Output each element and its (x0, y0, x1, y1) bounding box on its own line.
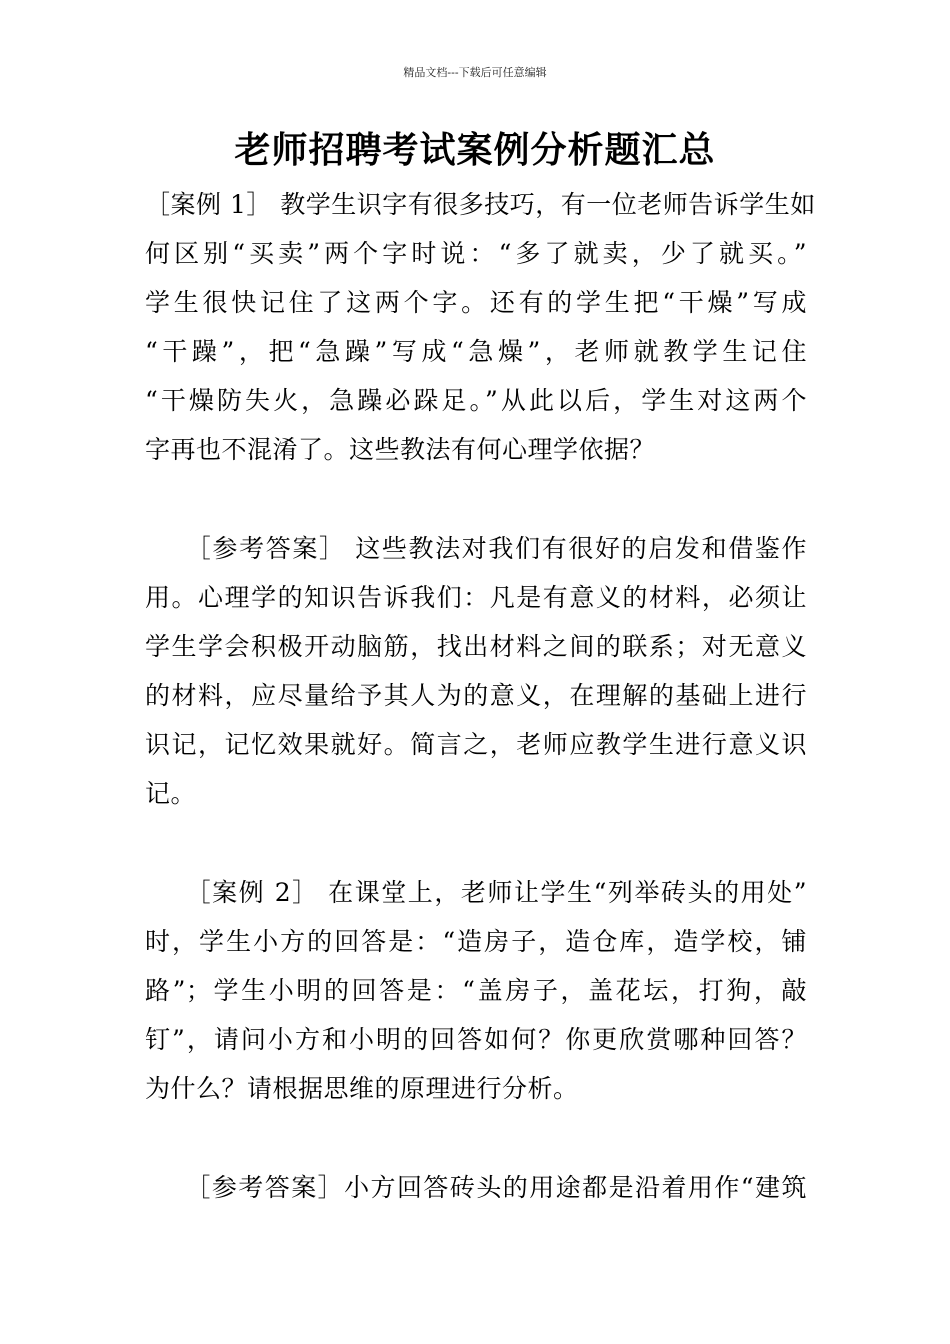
case-1-paragraph (145, 180, 816, 474)
document-body (145, 180, 816, 1212)
page-title: 老师招聘考试案例分析题汇总 (234, 130, 716, 171)
answer-2-paragraph (145, 1163, 807, 1212)
answer-1-paragraph (145, 524, 807, 818)
paragraph-line: 的材料，应尽量给予其人为的意义，在理解的基础上进行 (145, 681, 807, 710)
paragraph-line: 时，学生小方的回答是：“造房子，造仓库，造学校，铺 (145, 927, 807, 956)
paragraph-line: ［参考答案］ 这些教法对我们有很好的启发和借鉴作 (145, 534, 807, 563)
paragraph-line: 路”；学生小明的回答是：“盖房子，盖花坛，打狗，敲 (145, 976, 807, 1005)
paragraph-line: 为什么？请根据思维的原理进行分析。 (145, 1074, 579, 1103)
paragraph-line: “干燥防失火，急躁必跺足。”从此以后，学生对这两个 (145, 386, 807, 415)
paragraph-line: 学生学会积极开动脑筋，找出材料之间的联系；对无意义 (145, 632, 807, 661)
paragraph-line: 用。心理学的知识告诉我们：凡是有意义的材料，必须让 (145, 583, 807, 612)
paragraph-line: 学生很快记住了这两个字。还有的学生把“干燥”写成 (145, 288, 807, 317)
paragraph-line: ［参考答案］小方回答砖头的用途都是沿着用作“建筑 (145, 1173, 807, 1202)
paragraph-spacer (145, 1113, 807, 1163)
paragraph-line: “干躁”，把“急躁”写成“急燥”，老师就教学生记住 (145, 337, 807, 366)
paragraph-line: 识记，记忆效果就好。简言之，老师应教学生进行意义识 (145, 730, 807, 759)
header-note: 精品文档---下载后可任意编辑 (403, 66, 547, 79)
paragraph-line: 字再也不混淆了。这些教法有何心理学依据？ (145, 435, 656, 464)
paragraph-line: 记。 (145, 779, 197, 808)
paragraph-line: 何区别“买卖”两个字时说：“多了就卖，少了就买。” (145, 239, 807, 268)
case-2-paragraph (145, 868, 807, 1113)
paragraph-spacer (145, 818, 807, 868)
paragraph-line: 钉”，请问小方和小明的回答如何？你更欣赏哪种回答？ (145, 1025, 807, 1054)
paragraph-line: ［案例 1］ 教学生识字有很多技巧，有一位老师告诉学生如 (145, 190, 816, 219)
paragraph-spacer (145, 474, 807, 524)
paragraph-line: ［案例 2］ 在课堂上，老师让学生“列举砖头的用处” (145, 878, 807, 907)
